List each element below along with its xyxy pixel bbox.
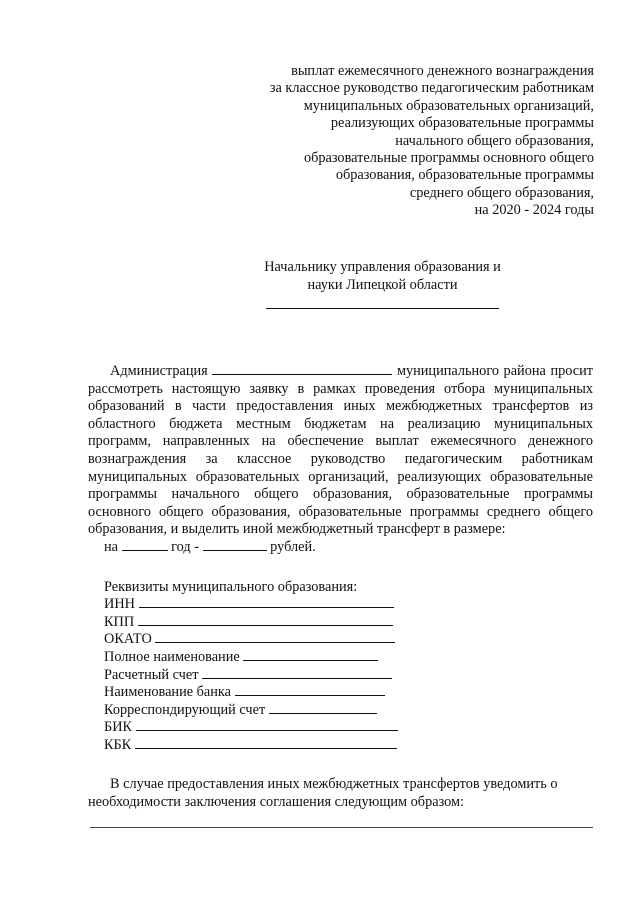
- district-name-blank: [212, 363, 392, 375]
- requisite-label: Корреспондирующий счет: [104, 701, 266, 718]
- requisite-label: ИНН: [104, 596, 135, 613]
- request-body: [88, 363, 593, 812]
- program-title-line: начального общего образования,: [395, 132, 594, 149]
- amount-prefix: на: [104, 538, 118, 555]
- amount-year-label: год -: [171, 538, 200, 555]
- addressee-line: науки Липецкой области: [307, 276, 458, 293]
- requisite-label: ОКАТО: [104, 631, 152, 648]
- requisite-blank: [135, 737, 397, 749]
- district-suffix: муниципального района: [396, 363, 546, 379]
- program-title-line: муниципальных образовательных организаций,: [303, 97, 594, 114]
- requisite-kbk: [104, 737, 593, 755]
- program-title-line: выплат ежемесячного денежного вознаграждения: [291, 63, 594, 79]
- agreement-blank-line: [90, 827, 593, 828]
- requisites-list: [104, 596, 593, 754]
- requisites-title: Реквизиты муниципального образования:: [104, 578, 358, 595]
- requisite-blank: [138, 614, 393, 626]
- requisite-label: Расчетный счет: [104, 666, 199, 683]
- requisite-label: КПП: [104, 613, 135, 630]
- amount-line: [88, 539, 593, 557]
- notice-paragraph: В случае предоставления иных межбюджетных трансфертов уведомить о необходимости заключения соглашения следующим образом:: [88, 776, 558, 811]
- requisite-label: Полное наименование: [104, 648, 240, 665]
- requisite-label: БИК: [104, 719, 133, 736]
- program-title-line: за классное руководство педагогическим работникам: [269, 80, 594, 97]
- requisite-blank: [136, 719, 398, 731]
- requisite-bank-name: [104, 684, 593, 702]
- requisite-blank: [269, 702, 377, 714]
- addressee-block: [230, 259, 535, 309]
- requisite-okato: [104, 631, 593, 649]
- requisite-kpp: [104, 614, 593, 632]
- program-title-line: среднего общего образования,: [409, 184, 594, 201]
- year-blank: [122, 539, 168, 551]
- amount-suffix: рублей.: [270, 538, 316, 555]
- admin-label: Администрация: [110, 363, 208, 379]
- requisite-corr-account: [104, 702, 593, 720]
- request-body-text: просит рассмотреть настоящую заявку в рамках проведения отбора муниципальных образований в части предоставления иных межбюджетных трансфертов из областного бюджета местным бюджетам на реализацию муниципальных программ, направленных на обеспечение выплат ежемесячного денежного вознаграждения за классное руководство педагогическим работникам муниципальных образовательных организаций, реализующих образовательные программы начального общего образования, образовательные программы основного общего образования, образовательные программы среднего общего образования, и выделить иной межбюджетный трансферт в размере:: [88, 363, 594, 538]
- program-title-line: образования, образовательные программы: [335, 167, 594, 184]
- addressee-name-blank: [266, 295, 499, 309]
- requisite-label: Наименование банка: [104, 684, 231, 701]
- requisite-blank: [202, 667, 392, 679]
- amount-blank: [203, 539, 267, 551]
- program-title-line: на 2020 - 2024 годы: [474, 202, 594, 219]
- requisite-account: [104, 667, 593, 685]
- requisite-bik: [104, 719, 593, 737]
- requisite-blank: [155, 631, 395, 643]
- program-title-line: реализующих образовательные программы: [330, 115, 594, 132]
- requisite-blank: [243, 649, 378, 661]
- requisite-inn: [104, 596, 593, 614]
- program-title-block: [214, 63, 594, 220]
- program-title-line: образовательные программы основного общего: [303, 150, 594, 167]
- requisite-full-name: [104, 649, 593, 667]
- requisite-label: КБК: [104, 736, 132, 753]
- requisite-blank: [139, 596, 394, 608]
- addressee-line: Начальнику управления образования и: [264, 259, 501, 275]
- requisite-blank: [235, 684, 385, 696]
- request-paragraph: [88, 363, 593, 539]
